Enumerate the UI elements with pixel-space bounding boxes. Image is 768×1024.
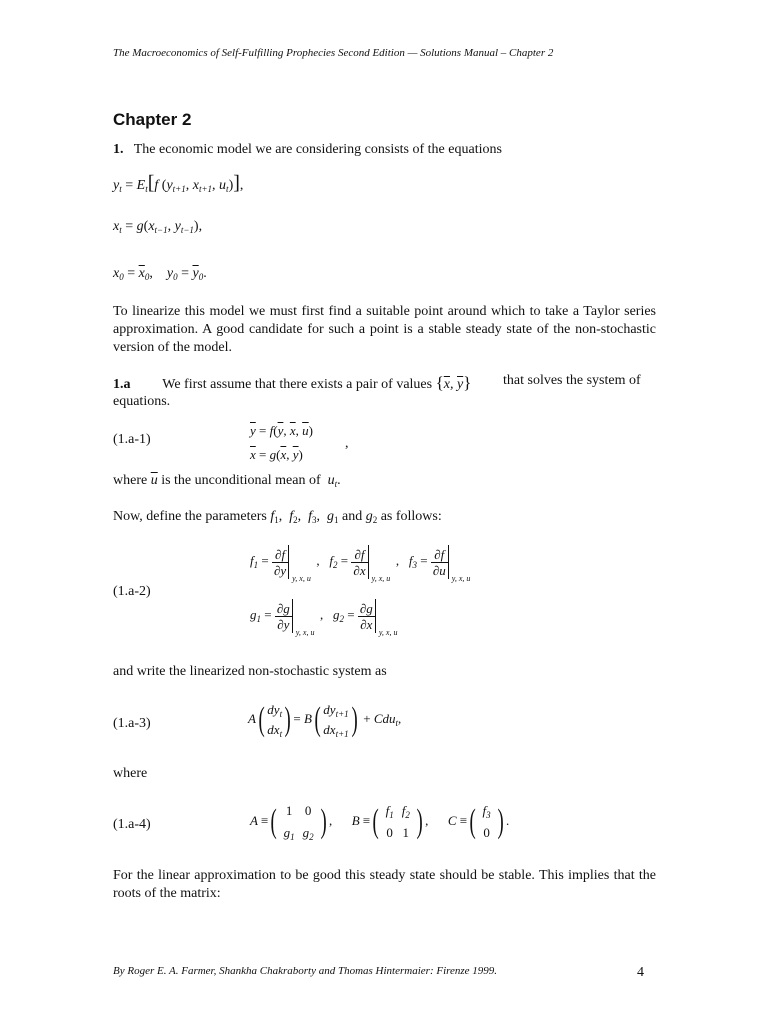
equation-1a3: A( $dy_t$ $dx_t) = B$( $dy_{t+1}$ $dx_{t+1}) + Cdu_t$, — [248, 701, 402, 739]
item-1-text: The economic model we are considering consists of the equations — [133, 142, 502, 157]
chapter-title: Chapter 2 — [113, 110, 192, 129]
equation-1a2-row1: $f_1$ = $\frac{\partial f}{\partial y}$ y, x, u , $f_2$ = $\frac{\partial f}{\partial x}$ y, x, u , $f_3$ = $\frac{\partial f}{\partial u}$ y, x, u — [250, 546, 471, 583]
paragraph-stability: For the linear approximation to be good this steady state should be stable. This implies that the roots of the matrix: — [113, 868, 656, 901]
pair-xbar-ybar: {$\overline{x}$, $\overline{y}$} — [435, 373, 472, 392]
equation-x: $x_t = g(x_{t-1}$, $y_{t-1}$), — [113, 219, 203, 235]
define-line: Now, define the parameters $f_1$, $f_2$, $f_3$, $g_1$ and $g_2$ as follows: — [113, 509, 442, 525]
equation-initial: $x_0 = \overline{x}_0$, $y_0 = \overline{y}_0$. — [113, 266, 207, 282]
define-text: Now, define the parameters — [113, 509, 267, 524]
item-1-intro — [113, 142, 502, 158]
section-1a-text-end: that solves the system of — [503, 373, 641, 388]
where-ubar-line: where $\overline{u}$ is the unconditional mean of $u_t$. — [113, 473, 341, 489]
eq-label-1a1: (1.a-1) — [113, 432, 151, 447]
section-1a-line — [113, 373, 471, 393]
section-1a-text-end-2: equations. — [113, 394, 171, 409]
where-text: where — [113, 766, 148, 781]
section-1a-text: We first assume that there exists a pair of values — [162, 377, 433, 392]
equation-y: $y_t = E_t[f$ ($y_{t+1}$, $x_{t+1}$, $u_t$)], — [113, 172, 244, 194]
comma-1a1: , — [345, 436, 349, 451]
equation-1a4: A ≡( 1 0 $g_1$ $g_2$ ) , B ≡( $f_1$ $f_2$ 0 1 ) , C ≡( $f_3$ 0 ) . — [250, 803, 510, 842]
write-text: and write the linearized non-stochastic system as — [113, 664, 387, 679]
page-number: 4 — [637, 965, 644, 980]
equation-1a1: $\overline{y} = f(\overline{y}$, $\overline{x}$, $\overline{u}$) $\overline{x} = g(\overline{x}$, $\overline{y}$) — [250, 423, 313, 462]
eq-label-1a4: (1.a-4) — [113, 817, 151, 832]
section-1a-label: 1.a — [113, 377, 131, 392]
item-1-number: 1. — [113, 142, 124, 157]
equation-1a2-row2: $g_1$ = $\frac{\partial g}{\partial y}$ y, x, u , $g_2$ = $\frac{\partial g}{\partial x}$ y, x, u — [250, 600, 398, 637]
define-text-tail: as follows: — [380, 509, 442, 524]
footer-text: By Roger E. A. Farmer, Shankha Chakraborty and Thomas Hintermaier: Firenze 1999. — [113, 965, 498, 977]
eq-label-1a3: (1.a-3) — [113, 716, 151, 731]
eq-label-1a2: (1.a-2) — [113, 584, 151, 599]
running-header: The Macroeconomics of Self-Fulfilling Prophecies Second Edition — Solutions Manual – Chapter 2 — [113, 47, 554, 59]
paragraph-linearize: To linearize this model we must first find a suitable point around which to take a Taylor series approximation. A good candidate for such a point is a stable steady state of the non-stochastic version of the model. — [113, 304, 656, 355]
